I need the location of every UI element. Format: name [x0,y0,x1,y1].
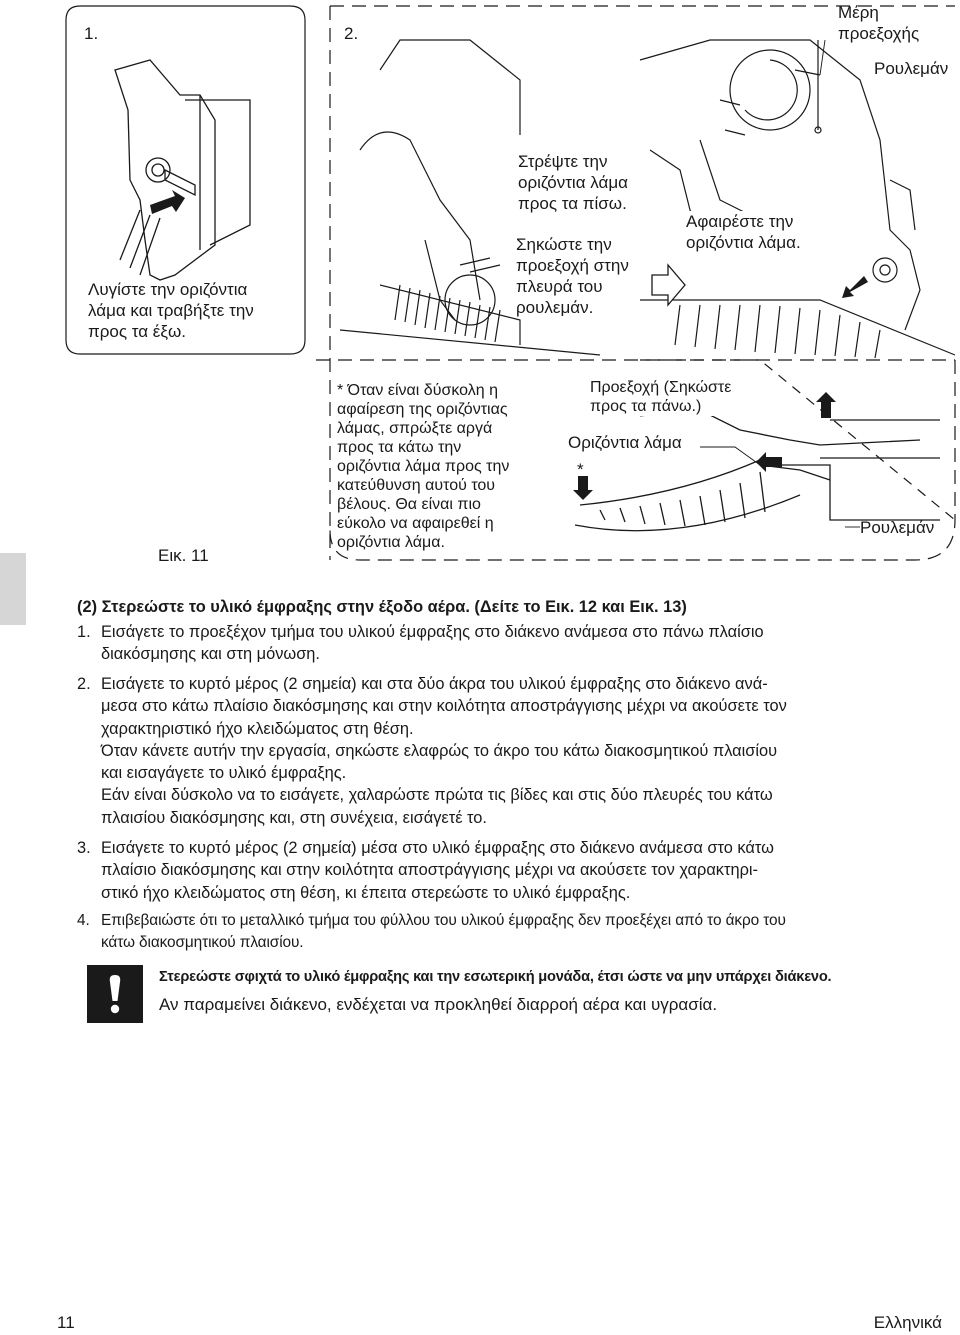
note-label: * Όταν είναι δύσκολη η αφαίρεση της οριζόντιας λάμας, σπρώξτε αργά προς τα κάτω την οριζόντια λάμα προς την κατεύθυνση αυτού του βέλους. Θα είναι πιο εύκολο να αφαιρεθεί η οριζόντια λάμα. [337,382,510,551]
item-line: Εάν είναι δύσκολο να το εισάγετε, χαλαρώστε πρώτα τις βίδες και στις δύο πλευρές του κάτω [101,786,773,805]
warning-box [87,965,955,1025]
footer-language: Ελληνικά [873,1313,942,1332]
asterisk-label: * [577,460,584,479]
panel-3-drawing [640,40,955,358]
push-projection-label: Σηκώστε την προεξοχή στην πλευρά του ρουλεμάν. [516,235,629,317]
item-line: μεσα στο κάτω πλαίσιο διακόσμησης και στην κοιλότητα αποστράγγισης μέχρι να ακούσετε τον [101,697,787,716]
item-line: Εισάγετε το κυρτό μέρος (2 σημεία) μέσα στο υλικό έμφραξης στο διάκενο ανάμεσα στο κάτω [101,839,774,857]
page-number: 11 [57,1313,75,1332]
up-arrow-icon [816,392,836,418]
warning-text: Αν παραμείνει διάκενο, ενδέχεται να προκληθεί διαρροή αέρα και υγρασία. [159,995,718,1014]
pull-arrow-icon [150,190,185,214]
step-2-label: 2. [344,24,359,43]
item-line: χαρακτηριστικό ήχο κλειδώματος στη θέση. [101,719,414,738]
panel-1-drawing [115,60,250,280]
step-1-label: 1. [84,24,99,43]
remove-arrow-icon [842,276,868,298]
item-number: 4. [77,912,90,929]
bearing-top-label: Ρουλεμάν [874,59,949,78]
left-arrow-icon [756,452,782,472]
remove-blade-label: Αφαιρέστε την οριζόντια λάμα. [686,212,801,252]
section-heading: (2) Στερεώστε το υλικό έμφραξης στην έξοδο αέρα. (Δείτε το Εικ. 12 και Εικ. 13) [77,598,687,616]
item-line: Εισάγετε το κυρτό μέρος (2 σημεία) και στα δύο άκρα του υλικού έμφραξης στο διάκενο ανά- [101,675,768,693]
next-step-arrow-icon [652,265,685,305]
item-line: Επιβεβαιώστε ότι το μεταλλικό τμήμα του φύλλου του υλικού έμφραξης δεν προεξέχει από το άκρο του [101,912,786,929]
item-number: 2. [77,675,91,693]
projection-lift-label: Προεξοχή (Σηκώστε προς τα πάνω.) [590,379,732,415]
item-line: πλαίσιο διακόσμησης και στην κοιλότητα αποστράγγισης μέχρι να ακούσετε τον χαρακτηρι- [101,861,759,880]
item-line: διακόσμησης και στη μόνωση. [101,645,320,664]
item-number: 3. [77,839,91,857]
item-line: κάτω διακοσμητικού πλαισίου. [101,934,304,952]
warning-bold-text: Στερεώστε σφιχτά το υλικό έμφραξης και την εσωτερική μονάδα, έτσι ώστε να μην υπάρχει διάκενο. [159,969,832,985]
exclamation-icon [87,965,143,1023]
item-line: και εισαγάγετε το υλικό έμφραξης. [101,764,347,783]
projection-parts-label: Μέρη προεξοχής [838,3,920,43]
figure-caption: Εικ. 11 [158,546,209,565]
item-number: 1. [77,623,91,641]
section-drawing [575,408,940,531]
item-line: στικό ήχο κλειδώματος στη θέση, κι έπειτα στερεώστε το υλικό έμφραξης. [101,883,631,902]
item-line: Όταν κάνετε αυτήν την εργασία, σηκώστε ελαφρώς το άκρο του κάτω διακοσμητικού πλαισίου [101,741,778,760]
bearing-bottom-label: Ρουλεμάν [860,518,935,537]
item-line: Εισάγετε το προεξέχον τμήμα του υλικού έμφραξης στο διάκενο ανάμεσα στο πάνω πλαίσιο [101,623,764,641]
horizontal-blade-label: Οριζόντια λάμα [568,433,682,452]
rotate-blade-label: Στρέψτε την οριζόντια λάμα προς τα πίσω. [518,152,628,213]
bend-blade-label: Λυγίστε την οριζόντια λάμα και τραβήξτε την προς τα έξω. [88,280,254,341]
item-line: πλαισίου διακόσμησης και, στη συνέχεια, εισάγετέ το. [101,808,487,827]
